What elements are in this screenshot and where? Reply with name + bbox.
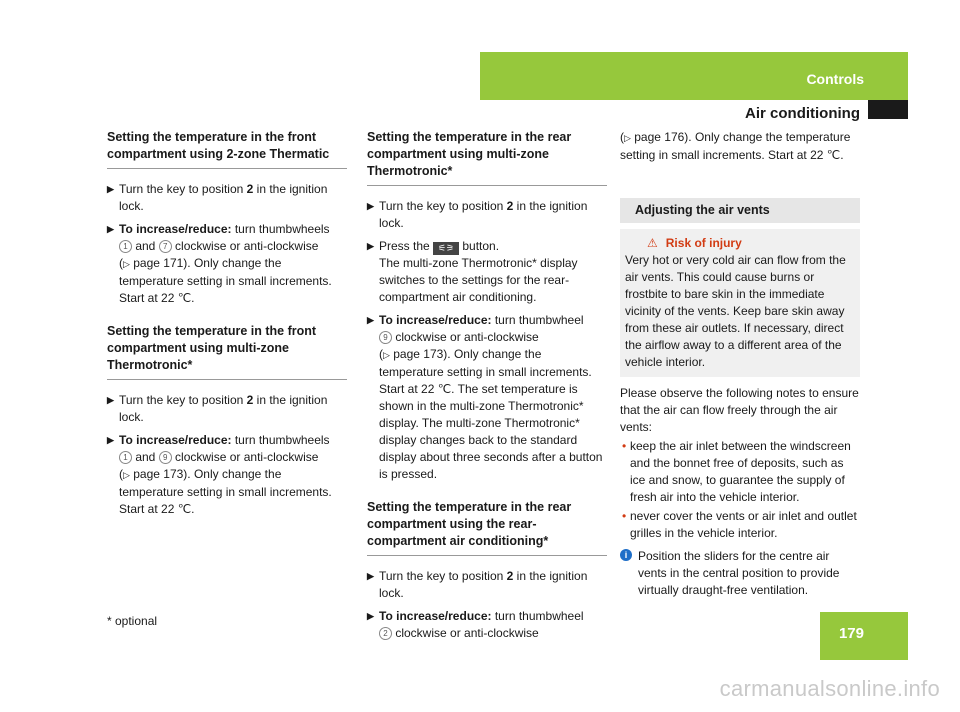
step-text: turn thumbwheels <box>231 433 330 447</box>
step-text: turn thumbwheel <box>491 609 584 623</box>
page-number-box <box>820 612 908 660</box>
step-text: Turn the key to position <box>379 199 507 213</box>
step <box>367 568 607 602</box>
step-arrow-icon: ▶ <box>107 184 114 194</box>
step-text: in the ignition lock. <box>379 199 588 230</box>
step <box>107 392 347 426</box>
step-bold: 2 <box>246 182 254 196</box>
step-text: clockwise or anti-clockwise <box>392 330 539 344</box>
intro-text: Please observe the following notes to ensure that the air can flow freely through the air vents: <box>620 386 859 434</box>
step-bold: To increase/reduce: <box>379 609 492 623</box>
footnote: * optional <box>107 614 158 628</box>
step-arrow-icon: ▶ <box>367 241 374 251</box>
list-item-text: never cover the vents or air inlet and outlet grilles in the vehicle interior. <box>630 509 857 540</box>
step-text: Press the <box>379 239 434 253</box>
column-1 <box>107 129 347 524</box>
step-bold: To increase/reduce: <box>119 433 232 447</box>
rear-climate-button-icon: ⚟⚞ <box>433 242 459 255</box>
step-arrow-icon: ▶ <box>107 395 114 405</box>
watermark: carmanualsonline.info <box>719 676 940 701</box>
step-bold: To increase/reduce: <box>379 313 492 327</box>
callout-number-icon: 1 <box>119 451 132 464</box>
step <box>107 432 347 518</box>
heading-adjusting-air-vents: Adjusting the air vents <box>620 198 860 223</box>
step-text: turn thumbwheels <box>231 222 330 236</box>
list-item-text: keep the air inlet between the windscreen and the bonnet free of deposits, such as ice and snow, to guarantee the supply of fresh air into the vehicle interior. <box>630 439 851 504</box>
step <box>107 181 347 215</box>
step-bold: 2 <box>246 393 254 407</box>
bullet-icon: • <box>622 509 627 523</box>
step-arrow-icon: ▶ <box>107 224 114 234</box>
heading-rear-compartment-ac: Setting the temperature in the rear compartment using the rear-compartment air conditioning* <box>367 500 572 548</box>
step-text: in the ignition lock. <box>379 569 588 600</box>
warning-triangle-icon: ⚠ <box>647 236 658 250</box>
step <box>367 238 607 306</box>
heading-rear-multizone: Setting the temperature in the rear compartment using multi-zone Thermotronic* <box>367 130 572 178</box>
step-arrow-icon: ▶ <box>367 201 374 211</box>
step-text: The multi-zone Thermotronic* display switches to the settings for the rear-compartment air conditioning. <box>379 256 578 304</box>
step <box>367 312 607 483</box>
ref-text: ( <box>379 347 383 361</box>
info-note <box>620 548 860 599</box>
step-arrow-icon: ▶ <box>367 571 374 581</box>
step-text: clockwise or anti-clockwise <box>392 626 539 640</box>
step-text: clockwise or anti-clockwise <box>171 239 319 253</box>
page-ref-arrow-icon: ▷ <box>123 259 130 269</box>
ref-text: page 176). Only change the temperature setting in small increments. Start at 22 ℃. <box>620 130 851 162</box>
step-text: in the ignition lock. <box>119 182 328 213</box>
page-title: Air conditioning <box>745 105 860 122</box>
step-arrow-icon: ▶ <box>107 435 114 445</box>
divider <box>367 185 607 186</box>
step-text: Turn the key to position <box>119 182 247 196</box>
info-icon: i <box>620 549 632 561</box>
step-text: button. <box>459 239 500 253</box>
ref-text: page 173). Only change the temperature setting in small increments. Start at 22 ℃. <box>119 467 332 516</box>
warning-text: Very hot or very cold air can flow from the air vents. This could cause burns or frostbite to bare skin in the immediate vicinity of the vents. Keep bare skin away from these air outlets. If necessary, direct the airflow away to a different area of the vehicle interior. <box>625 253 846 369</box>
step <box>367 608 607 642</box>
step-arrow-icon: ▶ <box>367 611 374 621</box>
step-text: Turn the key to position <box>379 569 507 583</box>
step-bold: 2 <box>506 569 514 583</box>
ref-text: ( <box>119 256 123 270</box>
divider <box>367 555 607 556</box>
step-text: Turn the key to position <box>119 393 247 407</box>
step-text: and <box>132 450 159 464</box>
title-tab-marker <box>868 100 908 119</box>
column-2 <box>367 129 607 648</box>
step-bold: 2 <box>506 199 514 213</box>
ref-text: ( <box>119 467 123 481</box>
warning-title: Risk of injury <box>665 236 742 250</box>
continued-text <box>620 129 860 164</box>
callout-number-icon: 9 <box>159 451 172 464</box>
step <box>107 221 347 307</box>
ref-text: page 173). Only change the temperature setting in small increments. Start at 22 ℃. The set temperature is shown in the multi-zone Thermotronic* display. The multi-zone Thermotronic* display changes back to the standard display about three seconds after a button is pressed. <box>379 347 603 481</box>
page-number: 179 <box>838 625 864 642</box>
step-text: and <box>132 239 159 253</box>
step-text: in the ignition lock. <box>119 393 328 424</box>
section-label: Controls <box>806 71 864 87</box>
bullet-icon: • <box>622 439 627 453</box>
step-bold: To increase/reduce: <box>119 222 232 236</box>
page-ref-arrow-icon: ▷ <box>383 350 390 360</box>
heading-front-2zone: Setting the temperature in the front compartment using 2-zone Thermatic <box>107 130 330 161</box>
section-band <box>480 52 908 100</box>
page-ref-arrow-icon: ▷ <box>624 133 631 143</box>
column-3 <box>620 129 860 599</box>
step-text: turn thumbwheel <box>491 313 584 327</box>
callout-number-icon: 2 <box>379 627 392 640</box>
page-ref-arrow-icon: ▷ <box>123 470 130 480</box>
list-item <box>620 508 860 542</box>
divider <box>107 168 347 169</box>
step-arrow-icon: ▶ <box>367 315 374 325</box>
step-text: clockwise or anti-clockwise <box>171 450 319 464</box>
callout-number-icon: 7 <box>159 240 172 253</box>
info-text: Position the sliders for the centre air vents in the central position to provide virtually draught-free ventilation. <box>638 549 840 597</box>
callout-number-icon: 1 <box>119 240 132 253</box>
step <box>367 198 607 232</box>
warning-box <box>620 229 860 377</box>
ref-text: ( <box>620 130 624 144</box>
callout-number-icon: 9 <box>379 331 392 344</box>
list-item <box>620 438 860 506</box>
divider <box>107 379 347 380</box>
ref-text: page 171). Only change the temperature setting in small increments. Start at 22 ℃. <box>119 256 332 305</box>
heading-front-multizone: Setting the temperature in the front compartment using multi-zone Thermotronic* <box>107 324 317 372</box>
